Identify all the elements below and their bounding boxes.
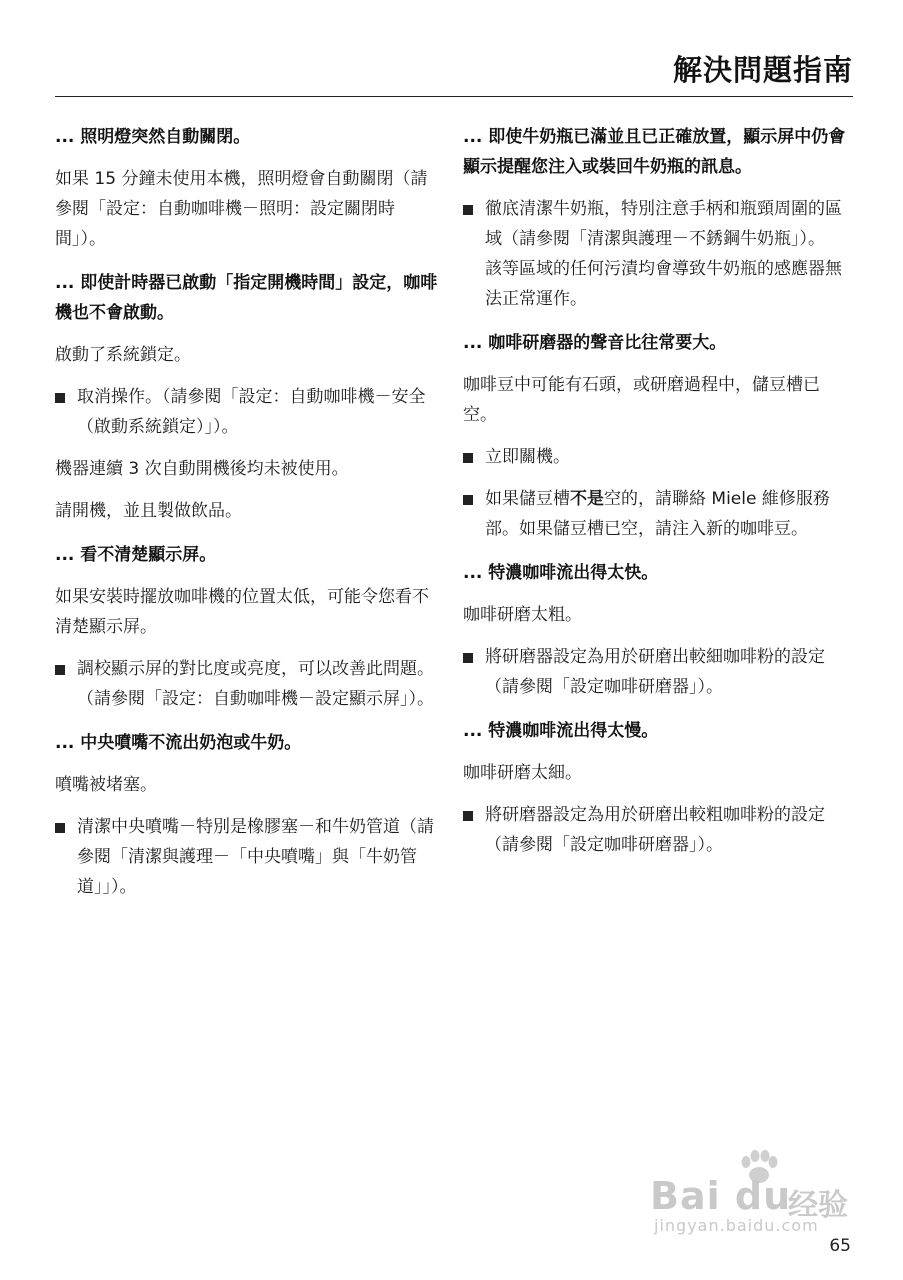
section-heading: ... 即使牛奶瓶已滿並且已正確放置，顯示屏中仍會顯示提醒您注入或裝回牛奶瓶的訊息。 <box>463 127 846 177</box>
bullet-square-icon <box>463 811 473 821</box>
watermark-url: jingyan.baidu.com <box>654 1216 819 1235</box>
bullet-square-icon <box>463 653 473 663</box>
bullet-square-icon <box>55 823 65 833</box>
bullet-item <box>55 382 440 442</box>
section-spout-no-milk <box>55 728 440 902</box>
watermark-brand-cn: 经验 <box>788 1188 848 1223</box>
bullet-square-icon <box>463 495 473 505</box>
section-grinder-loud <box>463 328 851 544</box>
bullet-item <box>55 812 440 902</box>
page-number: 65 <box>829 1236 851 1256</box>
watermark-brand: Bai du <box>650 1174 792 1218</box>
bullet-item <box>55 654 440 714</box>
bullet-text: 調校顯示屏的對比度或亮度，可以改善此問題。（請參閱「設定：自動咖啡機－設定顯示屏」）。 <box>77 659 434 709</box>
section-heading: ... 特濃咖啡流出得太慢。 <box>463 721 659 741</box>
section-display-unclear <box>55 540 440 714</box>
section-text: 噴嘴被堵塞。 <box>55 775 157 795</box>
bullet-square-icon <box>463 205 473 215</box>
section-text: 如果安裝時擺放咖啡機的位置太低，可能令您看不清楚顯示屏。 <box>55 587 429 637</box>
bullet-text: 徹底清潔牛奶瓶，特別注意手柄和瓶頸周圍的區域（請參閱「清潔與護理－不銹鋼牛奶瓶」）。 <box>485 199 842 249</box>
page-title: 解決問題指南 <box>672 53 853 87</box>
section-heading: ... 看不清楚顯示屏。 <box>55 545 217 565</box>
bullet-text <box>485 489 830 539</box>
section-milk-flask-message <box>463 122 851 314</box>
section-text: 咖啡豆中可能有石頭，或研磨過程中，儲豆槽已空。 <box>463 375 820 425</box>
section-text: 啟動了系統鎖定。 <box>55 345 191 365</box>
bullet-text-post: 空的，請聯絡 Miele 維修服務部。如果儲豆槽已空，請注入新的咖啡豆。 <box>485 489 830 539</box>
bullet-item <box>463 800 851 860</box>
right-column <box>463 112 851 874</box>
left-column <box>55 112 440 916</box>
bullet-item <box>463 194 851 314</box>
section-heading: ... 特濃咖啡流出得太快。 <box>463 563 659 583</box>
section-heading: ... 咖啡研磨器的聲音比往常要大。 <box>463 333 727 353</box>
bullet-text: 將研磨器設定為用於研磨出較細咖啡粉的設定（請參閱「設定咖啡研磨器」）。 <box>485 647 825 697</box>
section-text: 咖啡研磨太粗。 <box>463 605 582 625</box>
bullet-text-extra: 該等區域的任何污漬均會導致牛奶瓶的感應器無法正常運作。 <box>485 259 842 309</box>
section-heading: ... 即使計時器已啟動「指定開機時間」設定，咖啡機也不會啟動。 <box>55 273 438 323</box>
bullet-square-icon <box>55 665 65 675</box>
section-espresso-too-fast <box>463 558 851 702</box>
bullet-text: 取消操作。（請參閱「設定：自動咖啡機－安全（啟動系統鎖定）」）。 <box>77 387 426 437</box>
bullet-item <box>463 642 851 702</box>
baidu-watermark <box>640 1150 870 1240</box>
bullet-item <box>463 442 851 472</box>
section-text: 如果 15 分鐘未使用本機，照明燈會自動關閉（請參閱「設定：自動咖啡機－照明：設定關閉時間」）。 <box>55 169 428 249</box>
bullet-item <box>463 484 851 544</box>
section-text: 機器連續 3 次自動開機後均未被使用。 <box>55 459 349 479</box>
bullet-text-pre: 如果儲豆槽 <box>485 489 570 509</box>
bullet-text-emphasis: 不是 <box>570 489 604 509</box>
bullet-text: 立即關機。 <box>485 447 570 467</box>
section-text: 請開機，並且製做飲品。 <box>55 501 242 521</box>
header-rule <box>55 96 853 97</box>
bullet-text: 清潔中央噴嘴－特別是橡膠塞－和牛奶管道（請參閱「清潔與護理－「中央噴嘴」與「牛奶管道」」）。 <box>77 817 434 897</box>
section-espresso-too-slow <box>463 716 851 860</box>
section-text: 咖啡研磨太細。 <box>463 763 582 783</box>
bullet-text: 將研磨器設定為用於研磨出較粗咖啡粉的設定（請參閱「設定咖啡研磨器」）。 <box>485 805 825 855</box>
section-heading: ... 照明燈突然自動關閉。 <box>55 127 251 147</box>
section-heading: ... 中央噴嘴不流出奶泡或牛奶。 <box>55 733 302 753</box>
section-light-off <box>55 122 440 254</box>
bullet-square-icon <box>55 393 65 403</box>
bullet-square-icon <box>463 453 473 463</box>
section-timer-not-start <box>55 268 440 526</box>
